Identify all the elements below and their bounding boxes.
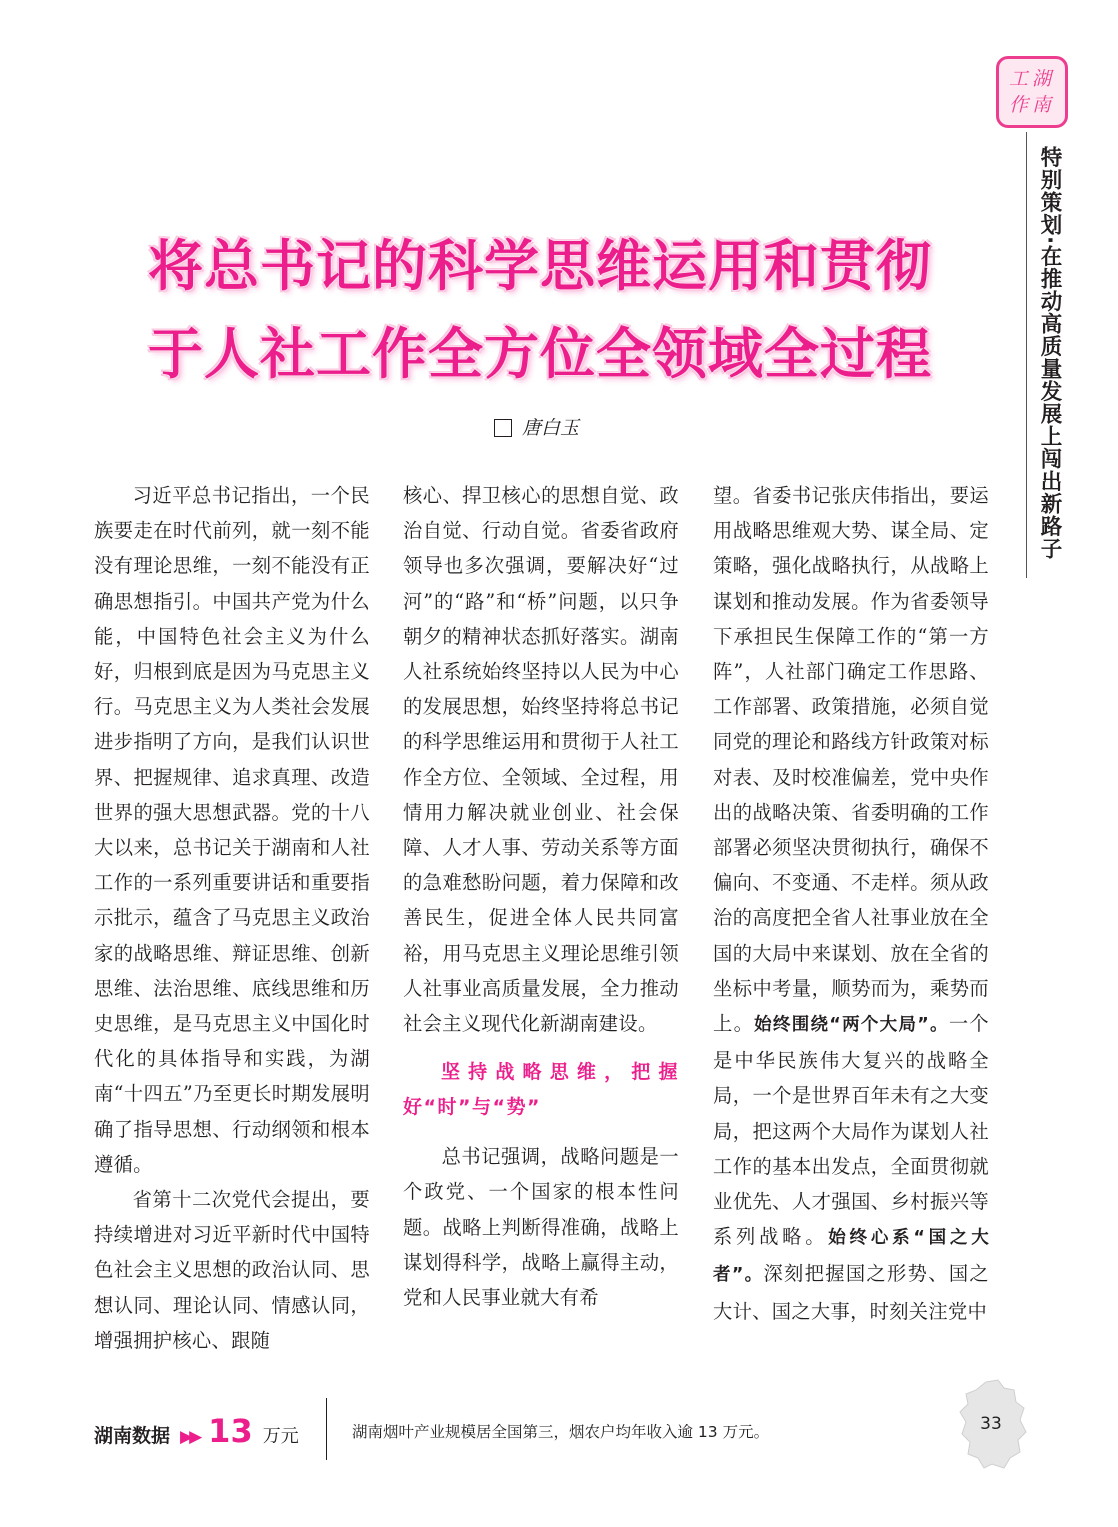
paragraph: 总书记强调，战略问题是一个政党、一个国家的根本性问题。战略上判断得准确，战略上谋划得科学，战略上赢得主动，党和人民事业就大有希 <box>403 1145 679 1310</box>
paragraph-text: 深刻把握国之形势、国之大计、国之大事，时刻关注党中 <box>713 1262 989 1323</box>
article-title-line-2: 于人社工作全方位全领域全过程 <box>147 322 932 386</box>
double-arrow-icon: ▶▶ <box>180 1427 199 1447</box>
data-label: 湖南数据 <box>94 1425 171 1447</box>
data-number: 13 <box>208 1412 253 1450</box>
data-unit: 万元 <box>262 1426 299 1447</box>
section-subheading: 坚持战略思维，把握好“时”与“势” <box>403 1061 679 1119</box>
author-byline <box>494 416 579 440</box>
article-title <box>60 222 1020 398</box>
logo-line-2: 作南 <box>1008 94 1055 116</box>
emphasis-text: 始终心系“国之大者”。 <box>713 1228 989 1286</box>
paragraph: 习近平总书记指出，一个民族要走在时代前列，就一刻不能没有理论思维，一刻不能没有正确思想指引。中国共产党为什么能，中国特色社会主义为什么好，归根到底是因为马克思主义行。马克思主义为人类社会发展进步指明了方向，是我们认识世界、把握规律、追求真理、改造世界的强大思想武器。党的十八大以来，总书记关于湖南和人社工作的一系列重要讲话和重要指示批示，蕴含了马克思主义政治家的战略思维、辩证思维、创新思维、法治思维、底线思维和历史思维，是马克思主义中国化时代化的具体指导和实践，为湖南“十四五”乃至更长时期发展明确了指导思想、行动纲领和根本遵循。 <box>94 484 370 1176</box>
footer-divider <box>326 1398 327 1460</box>
column-3 <box>713 478 989 1329</box>
paragraph-text: 望。省委书记张庆伟指出，要运用战略思维观大势、谋全局、定策略，强化战略执行，从战略上谋划和推动发展。作为省委领导下承担民生保障工作的“第一方阵”，人社部门确定工作思路、工作部署、政策措施，必须自觉同党的理论和路线方针政策对标对表、及时校准偏差，党中央作出的战略决策、省委明确的工作部署必须坚决贯彻执行，确保不偏向、不变通、不走样。须从政治的高度把全省人社事业放在全国的大局中来谋划、放在全省的坐标中考量，顺势而为，乘势而上。 <box>713 484 989 1036</box>
paragraph-text: 一个是中华民族伟大复兴的战略全局，一个是世界百年未有之大变局，把这两个大局作为谋划人社工作的基本出发点，全面贯彻就业优先、人才强国、乡村振兴等系列战略。 <box>713 1012 989 1249</box>
author-name: 唐白玉 <box>522 417 580 439</box>
paragraph <box>713 478 989 1329</box>
emphasis-text: 始终围绕“两个大局”。 <box>754 1015 949 1036</box>
square-icon <box>494 419 512 437</box>
hunan-data-callout <box>94 1412 299 1450</box>
magazine-logo <box>996 56 1068 128</box>
side-divider <box>1026 132 1027 578</box>
page-number: 33 <box>980 1414 1002 1434</box>
section-side-title: 特别策划·在推动高质量发展上闯出新路子 <box>1037 146 1062 561</box>
data-note: 湖南烟叶产业规模居全国第三，烟农户均年收入逾 13 万元。 <box>352 1423 770 1441</box>
column-1 <box>94 478 370 1358</box>
paragraph: 省第十二次党代会提出，要持续增进对习近平新时代中国特色社会主义思想的政治认同、思想认同、理论认同、情感认同，增强拥护核心、跟随 <box>94 1188 370 1352</box>
logo-line-1: 工湖 <box>1008 68 1055 90</box>
paragraph: 核心、捍卫核心的思想自觉、政治自觉、行动自觉。省委省政府领导也多次强调，要解决好“过河”的“路”和“桥”问题，以只争朝夕的精神状态抓好落实。湖南人社系统始终坚持以人民为中心的发展思想，始终坚持将总书记的科学思维运用和贯彻于人社工作全方位、全领域、全过程，用情用力解决就业创业、社会保障、人才人事、劳动关系等方面的急难愁盼问题，着力保障和改善民生，促进全体人民共同富裕，用马克思主义理论思维引领人社事业高质量发展，全力推动社会主义现代化新湖南建设。 <box>403 484 679 1036</box>
article-title-line-1: 将总书记的科学思维运用和贯彻 <box>147 234 932 298</box>
column-2 <box>403 478 679 1315</box>
